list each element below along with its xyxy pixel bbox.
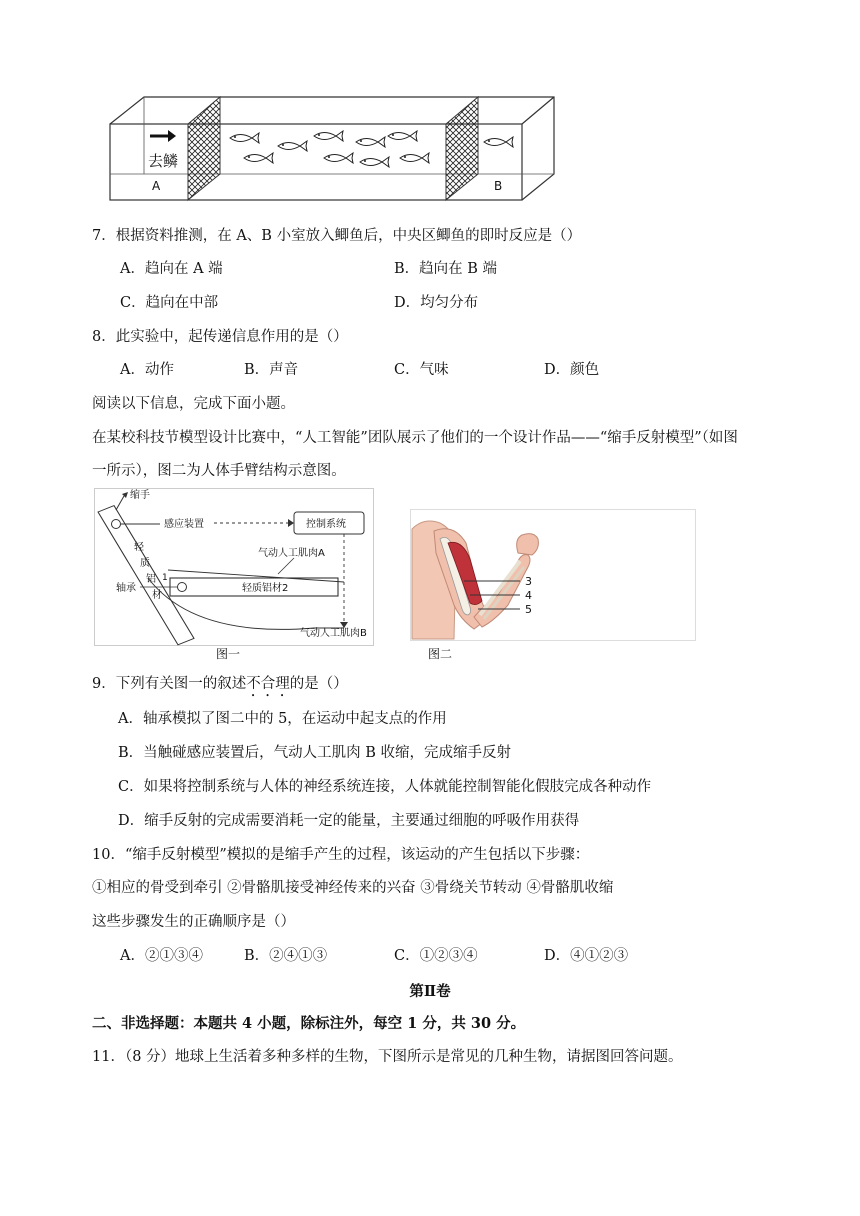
q7-stem: 7．根据资料推测，在 A、B 小室放入鲫鱼后，中央区鲫鱼的即时反应是（）	[92, 228, 582, 244]
section-title: 第Ⅱ卷	[409, 983, 451, 1000]
q7-option-b: B．趋向在 B 端	[394, 261, 498, 277]
q9-option-a: A．轴承模拟了图二中的 5，在运动中起支点的作用	[118, 711, 447, 727]
figure-one-model	[94, 488, 374, 646]
q10-order-question: 这些步骤发生的正确顺序是（）	[92, 914, 295, 930]
section-description: 二、非选择题：本题共 4 小题，除标注外，每空 1 分，共 30 分。	[92, 1015, 526, 1032]
label-one: 1	[162, 573, 168, 583]
q9-option-b: B．当触碰感应装置后，气动人工肌肉 B 收缩，完成缩手反射	[118, 745, 512, 761]
label-alum-v-2: 质	[140, 558, 150, 569]
q8-option-b: B．声音	[244, 362, 299, 378]
label-alum-bar-2: 轻质铝材2	[242, 583, 289, 594]
chamber-b-label: B	[494, 179, 503, 193]
arm-label-5: 5	[525, 603, 532, 616]
q7-option-a: A．趋向在 A 端	[120, 261, 223, 277]
q9-stem-post: 的是（）	[289, 676, 348, 692]
arm-label-4: 4	[525, 589, 532, 602]
q9-stem-emphasis: 不合理	[246, 676, 290, 692]
q11-stem: 11．（8 分）地球上生活着多种多样的生物，下图所示是常见的几种生物，请据图回答问题。	[92, 1049, 683, 1065]
label-muscle-a: 气动人工肌肉A	[258, 548, 325, 559]
figure-two-caption: 图二	[428, 647, 453, 661]
q10-stem: 10．“缩手反射模型”模拟的是缩手产生的过程，该运动的产生包括以下步骤：	[92, 847, 590, 863]
passage-line-1: 在某校科技节模型设计比赛中，“人工智能”团队展示了他们的一个设计作品——“缩手反射模型”（如图	[92, 430, 738, 446]
q10-option-d: D．④①②③	[544, 948, 629, 964]
q7-option-c: C．趋向在中部	[120, 295, 219, 311]
q10-option-c: C．①②③④	[394, 948, 478, 964]
q8-option-a: A．动作	[120, 362, 174, 378]
figure-one-caption: 图一	[216, 647, 241, 661]
label-alum-v-3: 铝	[146, 574, 156, 585]
q10-option-a: A．②①③④	[120, 948, 203, 964]
label-alum-v-4: 材	[152, 590, 162, 601]
q8-option-d: D．颜色	[544, 362, 600, 378]
reading-intro: 阅读以下信息，完成下面小题。	[92, 396, 295, 412]
passage-line-2: 一所示），图二为人体手臂结构示意图。	[92, 463, 346, 479]
q7-option-d: D．均匀分布	[394, 295, 479, 311]
q8-option-c: C．气味	[394, 362, 449, 378]
q9-stem	[92, 674, 348, 700]
q9-option-d: D．缩手反射的完成需要消耗一定的能量，主要通过细胞的呼吸作用获得	[118, 813, 580, 829]
chamber-a-label: A	[152, 179, 161, 193]
fish-left-label: 去鳞	[148, 152, 179, 170]
q9-option-c: C．如果将控制系统与人体的神经系统连接，人体就能控制智能化假肢完成各种动作	[118, 779, 652, 795]
label-alum-v-1: 轻	[134, 542, 144, 553]
q8-stem: 8．此实验中，起传递信息作用的是（）	[92, 329, 348, 345]
q10-steps: ①相应的骨受到牵引 ②骨骼肌接受神经传来的兴奋 ③骨绕关节转动 ④骨骼肌收缩	[92, 880, 614, 896]
q9-stem-pre: 9．下列有关图一的叙述	[92, 676, 247, 692]
label-muscle-b: 气动人工肌肉B	[300, 628, 367, 639]
label-bearing: 轴承	[116, 583, 136, 594]
fish-tank-figure	[108, 94, 556, 204]
label-sensor: 感应装置	[164, 519, 204, 530]
q10-option-b: B．②④①③	[244, 948, 328, 964]
label-control-system: 控制系统	[306, 519, 346, 530]
label-shrink-hand: 缩手	[130, 490, 150, 501]
figure-two-arm	[410, 509, 696, 641]
arm-label-3: 3	[525, 575, 532, 588]
